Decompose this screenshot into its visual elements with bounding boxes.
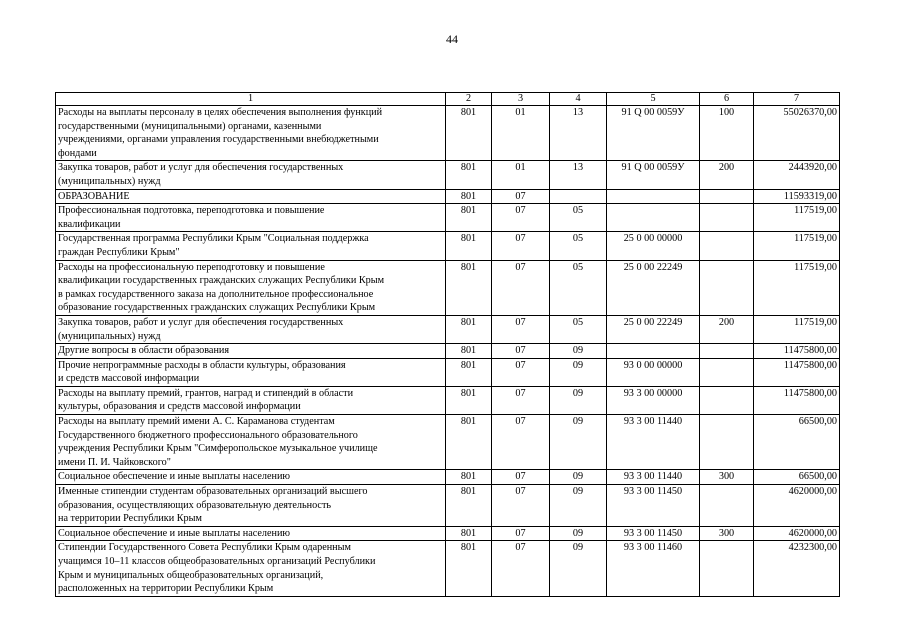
code-admin-cell: 801 — [446, 344, 492, 359]
column-header: 3 — [492, 93, 550, 106]
table-row — [56, 204, 840, 232]
amount-cell: 11593319,00 — [754, 189, 840, 204]
expense-type-cell: 300 — [700, 526, 754, 541]
code-admin-cell: 801 — [446, 161, 492, 189]
page-number: 44 — [446, 32, 458, 46]
expense-type-cell: 100 — [700, 106, 754, 161]
target-article-cell: 93 3 00 11460 — [607, 541, 700, 596]
expense-type-cell — [700, 485, 754, 527]
section-cell: 07 — [492, 189, 550, 204]
item-name-cell: Стипендии Государственного Совета Республики Крым одаренным учащимся 10–11 классов общеобразовательных организаций Республики Крым и муниципальных общеобразовательных организаций, расположенных на территории Республики Крым — [56, 541, 446, 596]
column-header: 6 — [700, 93, 754, 106]
amount-cell: 66500,00 — [754, 415, 840, 470]
table-row — [56, 315, 840, 343]
target-article-cell: 91 Q 00 0059У — [607, 106, 700, 161]
item-name-cell: Расходы на выплаты персоналу в целях обеспечения выполнения функций государственными (муниципальными) органами, казенными учреждениями, органами управления государственными внебюджетными фондами — [56, 106, 446, 161]
item-name-cell: Другие вопросы в области образования — [56, 344, 446, 359]
code-admin-cell: 801 — [446, 204, 492, 232]
code-admin-cell: 801 — [446, 260, 492, 315]
budget-table — [55, 92, 840, 597]
item-name-cell: Расходы на выплату премий имени А. С. Караманова студентам Государственного бюджетного профессионального образовательного учреждения Республики Крым "Симферопольское музыкальное училище имени П. И. Чайковского" — [56, 415, 446, 470]
subsection-cell: 13 — [550, 161, 607, 189]
column-header: 1 — [56, 93, 446, 106]
expense-type-cell — [700, 541, 754, 596]
subsection-cell: 09 — [550, 358, 607, 386]
section-cell: 07 — [492, 358, 550, 386]
header-row — [56, 93, 840, 106]
table-row — [56, 485, 840, 527]
target-article-cell: 93 3 00 11450 — [607, 485, 700, 527]
code-admin-cell: 801 — [446, 106, 492, 161]
table-row — [56, 344, 840, 359]
subsection-cell: 09 — [550, 386, 607, 414]
subsection-cell: 05 — [550, 260, 607, 315]
item-name-cell: Расходы на выплату премий, грантов, наград и стипендий в области культуры, образования и средств массовой информации — [56, 386, 446, 414]
subsection-cell: 13 — [550, 106, 607, 161]
subsection-cell: 05 — [550, 232, 607, 260]
item-name-cell: Государственная программа Республики Крым "Социальная поддержка граждан Республики Крым" — [56, 232, 446, 260]
amount-cell: 4232300,00 — [754, 541, 840, 596]
target-article-cell: 25 0 00 00000 — [607, 232, 700, 260]
code-admin-cell: 801 — [446, 470, 492, 485]
table-row — [56, 232, 840, 260]
code-admin-cell: 801 — [446, 189, 492, 204]
item-name-cell: Профессиональная подготовка, переподготовка и повышение квалификации — [56, 204, 446, 232]
amount-cell: 4620000,00 — [754, 485, 840, 527]
target-article-cell: 25 0 00 22249 — [607, 315, 700, 343]
expense-type-cell — [700, 415, 754, 470]
subsection-cell: 09 — [550, 344, 607, 359]
code-admin-cell: 801 — [446, 415, 492, 470]
table-row — [56, 541, 840, 596]
item-name-cell: Расходы на профессиональную переподготовку и повышение квалификации государственных гражданских служащих Республики Крым в рамках государственного заказа на дополнительное профессиональное образование государственных гражданских служащих Республики Крым — [56, 260, 446, 315]
amount-cell: 117519,00 — [754, 232, 840, 260]
column-header: 4 — [550, 93, 607, 106]
table-row — [56, 470, 840, 485]
amount-cell: 55026370,00 — [754, 106, 840, 161]
target-article-cell: 93 3 00 00000 — [607, 386, 700, 414]
target-article-cell: 93 3 00 11450 — [607, 526, 700, 541]
expense-type-cell — [700, 344, 754, 359]
section-cell: 07 — [492, 415, 550, 470]
subsection-cell: 05 — [550, 204, 607, 232]
section-cell: 07 — [492, 232, 550, 260]
expense-type-cell — [700, 232, 754, 260]
item-name-cell: Закупка товаров, работ и услуг для обеспечения государственных (муниципальных) нужд — [56, 161, 446, 189]
table-body — [56, 106, 840, 597]
amount-cell: 66500,00 — [754, 470, 840, 485]
section-cell: 01 — [492, 161, 550, 189]
table-row — [56, 106, 840, 161]
subsection-cell: 05 — [550, 315, 607, 343]
target-article-cell: 91 Q 00 0059У — [607, 161, 700, 189]
column-header: 2 — [446, 93, 492, 106]
expense-type-cell — [700, 260, 754, 315]
target-article-cell — [607, 344, 700, 359]
amount-cell: 11475800,00 — [754, 344, 840, 359]
item-name-cell: ОБРАЗОВАНИЕ — [56, 189, 446, 204]
amount-cell: 117519,00 — [754, 315, 840, 343]
subsection-cell: 09 — [550, 526, 607, 541]
code-admin-cell: 801 — [446, 315, 492, 343]
column-header: 7 — [754, 93, 840, 106]
section-cell: 07 — [492, 526, 550, 541]
table-row — [56, 161, 840, 189]
target-article-cell: 93 3 00 11440 — [607, 470, 700, 485]
item-name-cell: Прочие непрограммные расходы в области культуры, образования и средств массовой информации — [56, 358, 446, 386]
item-name-cell: Социальное обеспечение и иные выплаты населению — [56, 470, 446, 485]
table-row — [56, 415, 840, 470]
section-cell: 01 — [492, 106, 550, 161]
subsection-cell — [550, 189, 607, 204]
amount-cell: 2443920,00 — [754, 161, 840, 189]
section-cell: 07 — [492, 541, 550, 596]
code-admin-cell: 801 — [446, 358, 492, 386]
amount-cell: 4620000,00 — [754, 526, 840, 541]
code-admin-cell: 801 — [446, 386, 492, 414]
section-cell: 07 — [492, 315, 550, 343]
expense-type-cell — [700, 386, 754, 414]
expense-type-cell — [700, 358, 754, 386]
target-article-cell — [607, 189, 700, 204]
section-cell: 07 — [492, 386, 550, 414]
amount-cell: 117519,00 — [754, 260, 840, 315]
table-row — [56, 526, 840, 541]
expense-type-cell: 200 — [700, 161, 754, 189]
target-article-cell: 93 0 00 00000 — [607, 358, 700, 386]
code-admin-cell: 801 — [446, 541, 492, 596]
section-cell: 07 — [492, 470, 550, 485]
subsection-cell: 09 — [550, 485, 607, 527]
table-row — [56, 358, 840, 386]
amount-cell: 11475800,00 — [754, 358, 840, 386]
subsection-cell: 09 — [550, 415, 607, 470]
item-name-cell: Социальное обеспечение и иные выплаты населению — [56, 526, 446, 541]
target-article-cell: 93 3 00 11440 — [607, 415, 700, 470]
target-article-cell — [607, 204, 700, 232]
subsection-cell: 09 — [550, 470, 607, 485]
expense-type-cell — [700, 189, 754, 204]
column-header: 5 — [607, 93, 700, 106]
section-cell: 07 — [492, 204, 550, 232]
section-cell: 07 — [492, 344, 550, 359]
expense-type-cell — [700, 204, 754, 232]
target-article-cell: 25 0 00 22249 — [607, 260, 700, 315]
section-cell: 07 — [492, 485, 550, 527]
item-name-cell: Именные стипендии студентам образовательных организаций высшего образования, осуществляющих образовательную деятельность на территории Республики Крым — [56, 485, 446, 527]
expense-type-cell: 200 — [700, 315, 754, 343]
table-row — [56, 189, 840, 204]
subsection-cell: 09 — [550, 541, 607, 596]
code-admin-cell: 801 — [446, 526, 492, 541]
section-cell: 07 — [492, 260, 550, 315]
amount-cell: 117519,00 — [754, 204, 840, 232]
table-row — [56, 386, 840, 414]
expense-type-cell: 300 — [700, 470, 754, 485]
amount-cell: 11475800,00 — [754, 386, 840, 414]
item-name-cell: Закупка товаров, работ и услуг для обеспечения государственных (муниципальных) нужд — [56, 315, 446, 343]
code-admin-cell: 801 — [446, 485, 492, 527]
code-admin-cell: 801 — [446, 232, 492, 260]
table-row — [56, 260, 840, 315]
